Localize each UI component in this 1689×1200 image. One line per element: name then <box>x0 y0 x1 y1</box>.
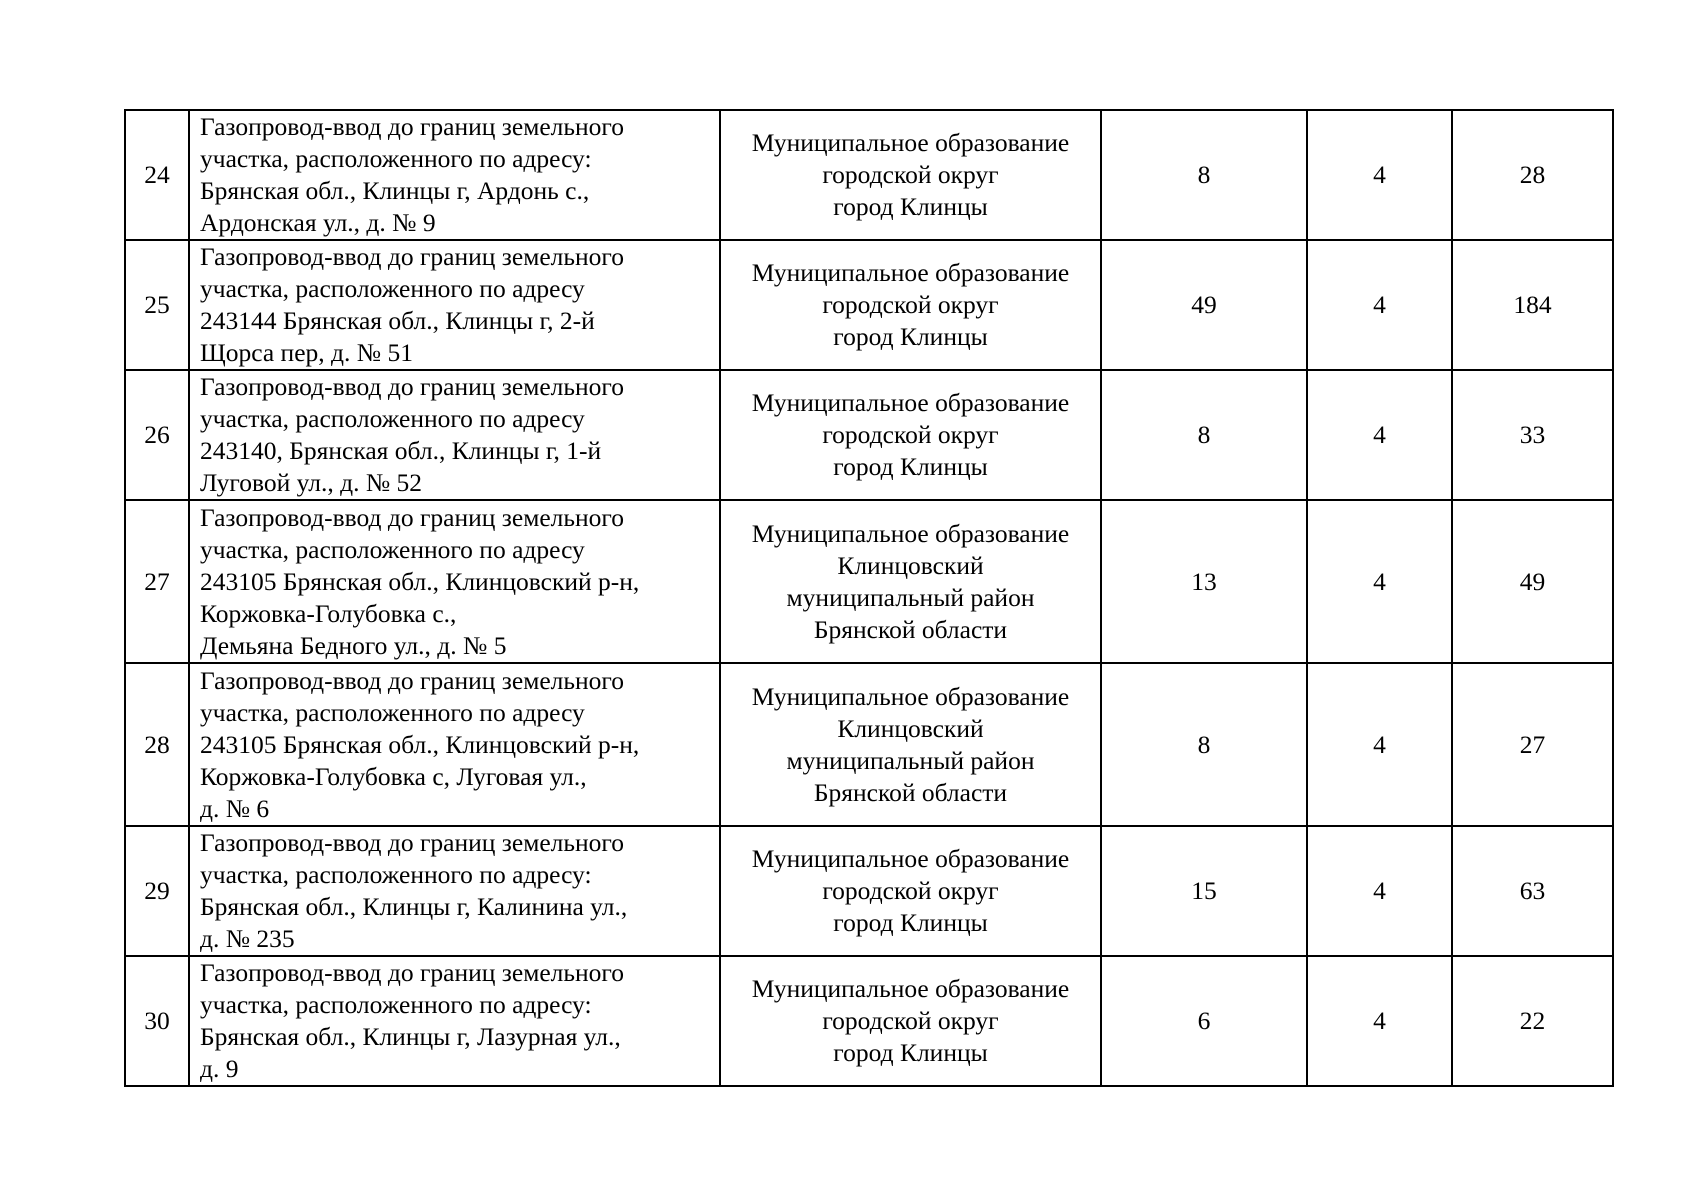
row-number: 26 <box>125 370 189 500</box>
value-3: 27 <box>1452 663 1613 826</box>
object-name: Газопровод-ввод до границ земельного участка, расположенного по адресу 243144 Брянская обл., Клинцы г, 2-й Щорса пер, д. № 51 <box>189 240 720 370</box>
owner: Муниципальное образование Клинцовский муниципальный район Брянской области <box>720 500 1101 663</box>
value-2: 4 <box>1307 663 1452 826</box>
value-3: 63 <box>1452 826 1613 956</box>
table-row <box>125 663 1613 826</box>
objects-table <box>124 109 1614 1087</box>
table-row <box>125 370 1613 500</box>
object-name: Газопровод-ввод до границ земельного участка, расположенного по адресу: Брянская обл., Клинцы г, Лазурная ул., д. 9 <box>189 956 720 1086</box>
object-name: Газопровод-ввод до границ земельного участка, расположенного по адресу: Брянская обл., Клинцы г, Ардонь с., Ардонская ул., д. № 9 <box>189 110 720 240</box>
value-3: 33 <box>1452 370 1613 500</box>
value-2: 4 <box>1307 956 1452 1086</box>
value-3: 22 <box>1452 956 1613 1086</box>
table-body <box>125 110 1613 1086</box>
object-name: Газопровод-ввод до границ земельного участка, расположенного по адресу 243105 Брянская обл., Клинцовский р-н, Коржовка-Голубовка с., Демьяна Бедного ул., д. № 5 <box>189 500 720 663</box>
row-number: 29 <box>125 826 189 956</box>
value-1: 13 <box>1101 500 1307 663</box>
value-1: 8 <box>1101 370 1307 500</box>
owner: Муниципальное образование городской округ город Клинцы <box>720 110 1101 240</box>
value-2: 4 <box>1307 240 1452 370</box>
table-row <box>125 240 1613 370</box>
value-1: 49 <box>1101 240 1307 370</box>
value-2: 4 <box>1307 500 1452 663</box>
value-3: 184 <box>1452 240 1613 370</box>
row-number: 28 <box>125 663 189 826</box>
value-2: 4 <box>1307 370 1452 500</box>
value-2: 4 <box>1307 826 1452 956</box>
table-row <box>125 110 1613 240</box>
object-name: Газопровод-ввод до границ земельного участка, расположенного по адресу 243105 Брянская обл., Клинцовский р-н, Коржовка-Голубовка с, Луговая ул., д. № 6 <box>189 663 720 826</box>
object-name: Газопровод-ввод до границ земельного участка, расположенного по адресу: Брянская обл., Клинцы г, Калинина ул., д. № 235 <box>189 826 720 956</box>
value-1: 15 <box>1101 826 1307 956</box>
row-number: 27 <box>125 500 189 663</box>
row-number: 30 <box>125 956 189 1086</box>
row-number: 25 <box>125 240 189 370</box>
value-1: 6 <box>1101 956 1307 1086</box>
owner: Муниципальное образование городской округ город Клинцы <box>720 370 1101 500</box>
object-name: Газопровод-ввод до границ земельного участка, расположенного по адресу 243140, Брянская обл., Клинцы г, 1-й Луговой ул., д. № 52 <box>189 370 720 500</box>
owner: Муниципальное образование городской округ город Клинцы <box>720 826 1101 956</box>
table-row <box>125 826 1613 956</box>
value-3: 49 <box>1452 500 1613 663</box>
owner: Муниципальное образование городской округ город Клинцы <box>720 956 1101 1086</box>
value-1: 8 <box>1101 110 1307 240</box>
owner: Муниципальное образование Клинцовский муниципальный район Брянской области <box>720 663 1101 826</box>
owner: Муниципальное образование городской округ город Клинцы <box>720 240 1101 370</box>
value-1: 8 <box>1101 663 1307 826</box>
table-row <box>125 956 1613 1086</box>
value-3: 28 <box>1452 110 1613 240</box>
table-row <box>125 500 1613 663</box>
value-2: 4 <box>1307 110 1452 240</box>
row-number: 24 <box>125 110 189 240</box>
